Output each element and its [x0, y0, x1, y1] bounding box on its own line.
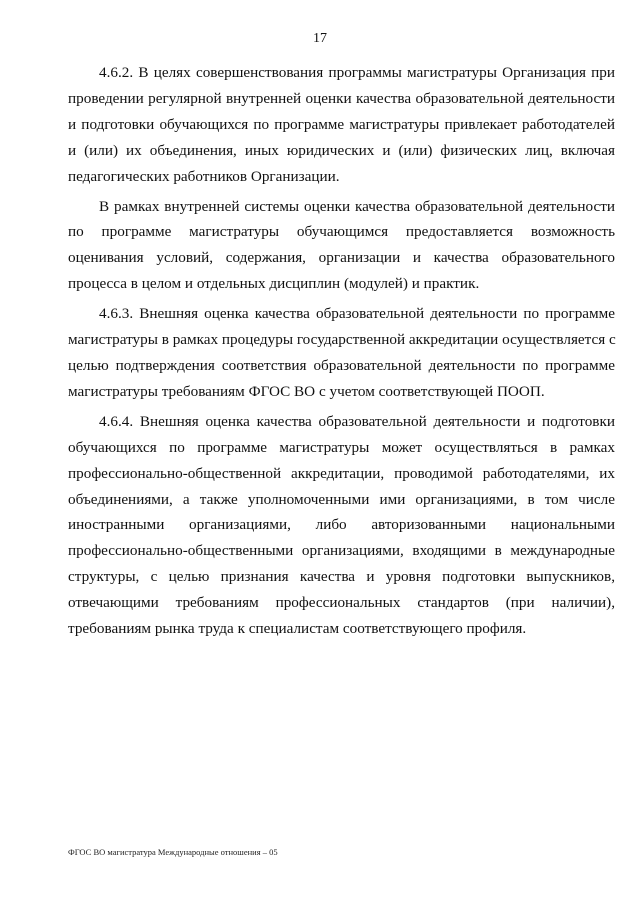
text-line: отвечающими требованиям профессиональных стандартов (при наличии), — [68, 594, 615, 612]
text-line: требованиям рынка труда к специалистам соответствующего профиля. — [68, 620, 527, 638]
text-line: магистратуры в рамках процедуры государственной аккредитации осуществляется с — [68, 331, 616, 349]
text-line: магистратуры требованиям ФГОС ВО с учетом соответствующей ПООП. — [68, 382, 545, 400]
text-line: объединениями, а также уполномоченными ими организациями, в том числе — [68, 490, 615, 508]
paragraph-internal-assessment — [68, 194, 615, 298]
paragraph-4-6-3 — [68, 301, 615, 405]
paragraph-4-6-2 — [68, 60, 615, 190]
text-line: по программе магистратуры обучающимся предоставляется возможность — [68, 223, 615, 241]
text-line: 4.6.4. Внешняя оценка качества образовательной деятельности и подготовки — [99, 412, 615, 430]
text-line: профессионально-общественной аккредитации, проводимой работодателями, их — [68, 464, 615, 482]
text-line: В рамках внутренней системы оценки качества образовательной деятельности — [99, 197, 615, 215]
page-number: 17 — [313, 31, 327, 46]
text-line: процесса в целом и отдельных дисциплин (модулей) и практик. — [68, 275, 480, 293]
document-body — [68, 60, 615, 646]
paragraph-4-6-4 — [68, 409, 615, 642]
text-line: иностранными организациями, либо авторизованными национальными — [68, 516, 615, 534]
document-footer: ФГОС ВО магистратура Международные отношения – 05 — [68, 847, 278, 857]
text-line: 4.6.3. Внешняя оценка качества образовательной деятельности по программе — [99, 305, 615, 323]
text-line: и подготовки обучающихся по программе магистратуры привлекает работодателей — [68, 115, 615, 133]
text-line: структуры, с целью признания качества и уровня подготовки выпускников, — [68, 568, 615, 586]
text-line: оценивания условий, содержания, организации и качества образовательного — [68, 249, 615, 267]
text-line: обучающихся по программе магистратуры может осуществляться в рамках — [68, 438, 615, 456]
text-line: целью подтверждения соответствия образовательной деятельности по программе — [68, 356, 615, 374]
text-line: и (или) их объединения, иных юридических и (или) физических лиц, включая — [68, 141, 615, 159]
text-line: профессионально-общественными организациями, входящими в международные — [68, 542, 615, 560]
text-line: 4.6.2. В целях совершенствования программы магистратуры Организация при — [99, 64, 615, 81]
text-line: проведении регулярной внутренней оценки качества образовательной деятельности — [68, 89, 615, 107]
text-line: педагогических работников Организации. — [68, 167, 340, 185]
